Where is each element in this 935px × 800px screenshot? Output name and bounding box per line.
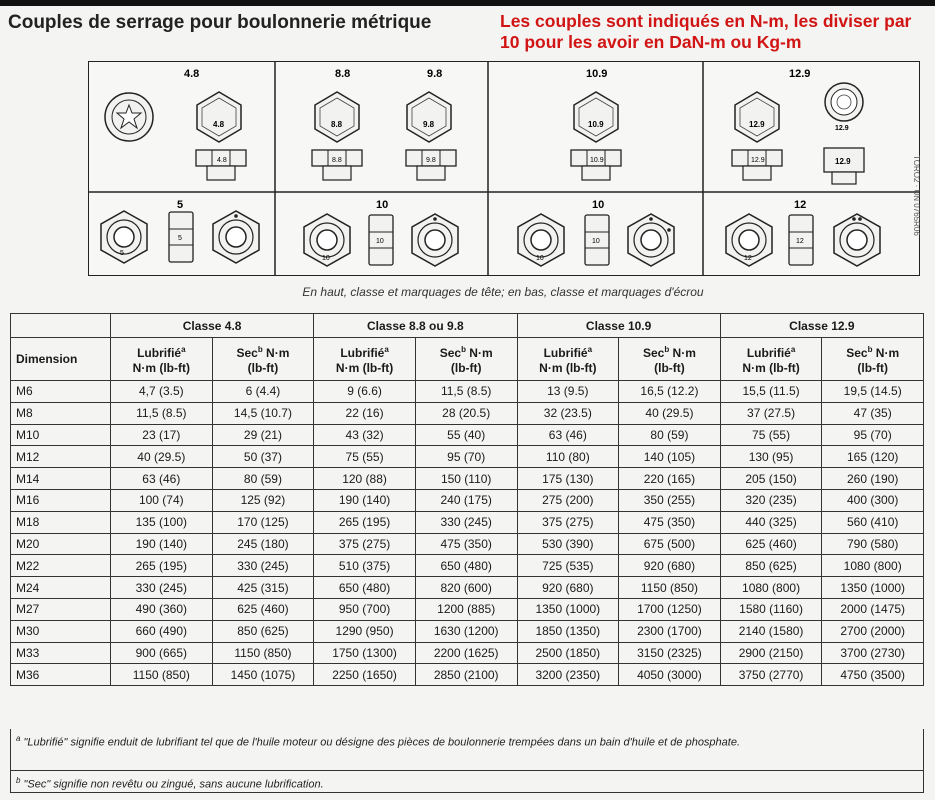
svg-text:4.8: 4.8 [217, 157, 227, 164]
torque-value-cell: 40 (29.5) [111, 446, 213, 468]
torque-value-cell: 28 (20.5) [415, 402, 517, 424]
bolt-head-hex-4-8 [197, 92, 241, 142]
torque-value-cell: 14,5 (10.7) [212, 402, 314, 424]
nut-front-10b [518, 214, 564, 266]
torque-value-cell: 850 (625) [212, 620, 314, 642]
dimension-cell: M33 [11, 642, 111, 664]
table-row [11, 381, 924, 403]
torque-value-cell: 725 (535) [517, 555, 619, 577]
bolt-head-hex-12-9 [735, 92, 779, 142]
svg-text:10: 10 [536, 255, 544, 262]
footnote-a-mark: a [16, 734, 21, 743]
torque-value-cell: 350 (255) [619, 489, 721, 511]
svg-text:10: 10 [592, 238, 600, 245]
torque-value-cell: 3200 (2350) [517, 664, 619, 686]
torque-value-cell: 790 (580) [822, 533, 924, 555]
torque-value-cell: 29 (21) [212, 424, 314, 446]
torque-value-cell: 205 (150) [720, 468, 822, 490]
nut-side-10a [369, 215, 393, 265]
torque-value-cell: 16,5 (12.2) [619, 381, 721, 403]
bolt-side-4-8 [196, 150, 246, 180]
table-row [11, 424, 924, 446]
class-label-4-8: 4.8 [184, 68, 200, 80]
svg-text:12.9: 12.9 [835, 157, 851, 166]
page-title: Couples de serrage pour boulonnerie métrique [8, 12, 432, 33]
table-row [11, 402, 924, 424]
torque-value-cell: 650 (480) [314, 577, 416, 599]
group-header-8-8-9-8: Classe 8.8 ou 9.8 [314, 314, 517, 338]
torque-value-cell: 50 (37) [212, 446, 314, 468]
torque-value-cell: 1630 (1200) [415, 620, 517, 642]
torque-value-cell: 320 (235) [720, 489, 822, 511]
table-row [11, 598, 924, 620]
torque-value-cell: 190 (140) [111, 533, 213, 555]
subheader-sec-8-8-9-8: Sec$^b$ N·m (lb-ft) [415, 338, 517, 381]
torque-value-cell: 245 (180) [212, 533, 314, 555]
torque-value-cell: 490 (360) [111, 598, 213, 620]
torque-value-cell: 820 (600) [415, 577, 517, 599]
torque-value-cell: 1150 (850) [619, 577, 721, 599]
subheader-lubrifie-12-9: Lubrifié$^a$ N·m (lb-ft) [720, 338, 822, 381]
dimension-cell: M20 [11, 533, 111, 555]
dimension-cell: M24 [11, 577, 111, 599]
torque-value-cell: 440 (325) [720, 511, 822, 533]
torque-value-cell: 1750 (1300) [314, 642, 416, 664]
svg-text:12.9: 12.9 [751, 157, 765, 164]
svg-text:10: 10 [376, 238, 384, 245]
torque-value-cell: 920 (680) [619, 555, 721, 577]
dimension-cell: M36 [11, 664, 111, 686]
footnote-b-text: "Sec" signifie non revêtu ou zingué, sans aucune lubrification. [23, 778, 324, 791]
table-row [11, 642, 924, 664]
nut-class-label-10a: 10 [376, 199, 389, 211]
subheader-sec-10-9: Sec$^b$ N·m (lb-ft) [619, 338, 721, 381]
svg-text:12: 12 [796, 238, 804, 245]
torque-value-cell: 2000 (1475) [822, 598, 924, 620]
torque-value-cell: 2300 (1700) [619, 620, 721, 642]
bolt-side-8-8 [312, 150, 362, 180]
nut-class-label-12: 12 [794, 199, 807, 211]
svg-text:10.9: 10.9 [588, 120, 604, 129]
torque-value-cell: 15,5 (11.5) [720, 381, 822, 403]
group-header-4-8: Classe 4.8 [111, 314, 314, 338]
torque-value-cell: 165 (120) [822, 446, 924, 468]
bolt-side-9-8 [406, 150, 456, 180]
torque-value-cell: 125 (92) [212, 489, 314, 511]
torque-value-cell: 1350 (1000) [822, 577, 924, 599]
torque-value-cell: 330 (245) [111, 577, 213, 599]
socket-side-12-9 [824, 148, 864, 184]
torque-value-cell: 1850 (1350) [517, 620, 619, 642]
torque-value-cell: 2500 (1850) [517, 642, 619, 664]
torque-value-cell: 9 (6.6) [314, 381, 416, 403]
torque-value-cell: 1080 (800) [720, 577, 822, 599]
torque-value-cell: 55 (40) [415, 424, 517, 446]
dimension-cell: M10 [11, 424, 111, 446]
bolt-marking-figure [88, 61, 920, 276]
dimension-cell: M8 [11, 402, 111, 424]
torque-value-cell: 625 (460) [212, 598, 314, 620]
table-row [11, 446, 924, 468]
torque-value-cell: 1150 (850) [212, 642, 314, 664]
torque-value-cell: 22 (16) [314, 402, 416, 424]
torque-value-cell: 265 (195) [314, 511, 416, 533]
nut-front-12 [726, 214, 772, 266]
class-label-10-9: 10.9 [586, 68, 608, 80]
svg-text:8.8: 8.8 [331, 120, 343, 129]
nut-class-label-10b: 10 [592, 199, 605, 211]
torque-value-cell: 3750 (2770) [720, 664, 822, 686]
torque-value-cell: 95 (70) [822, 424, 924, 446]
torque-value-cell: 190 (140) [314, 489, 416, 511]
bolt-side-10-9 [571, 150, 621, 180]
torque-value-cell: 850 (625) [720, 555, 822, 577]
subheader-sec-4-8: Sec$^b$ N·m (lb-ft) [212, 338, 314, 381]
torque-value-cell: 75 (55) [720, 424, 822, 446]
torque-value-cell: 265 (195) [111, 555, 213, 577]
torque-value-cell: 37 (27.5) [720, 402, 822, 424]
nut-front-marked-10a [412, 214, 458, 266]
svg-text:8.8: 8.8 [332, 157, 342, 164]
torque-value-cell: 920 (680) [517, 577, 619, 599]
nut-front-10a [304, 214, 350, 266]
footnote-a-text: "Lubrifié" signifie enduit de lubrifiant tel que de l'huile moteur ou désigne des pièces de boulonnerie trempées dans un bain d'huile et de phosphate. [23, 736, 741, 749]
torque-value-cell: 4050 (3000) [619, 664, 721, 686]
torque-value-cell: 1150 (850) [111, 664, 213, 686]
torque-value-cell: 6 (4.4) [212, 381, 314, 403]
torque-value-cell: 175 (130) [517, 468, 619, 490]
torque-value-cell: 475 (350) [415, 533, 517, 555]
subheader-lubrifie-4-8: Lubrifié$^a$ N·m (lb-ft) [111, 338, 213, 381]
torque-value-cell: 400 (300) [822, 489, 924, 511]
nut-side-5 [169, 212, 193, 262]
table-row [11, 577, 924, 599]
torque-value-cell: 2900 (2150) [720, 642, 822, 664]
torque-value-cell: 1580 (1160) [720, 598, 822, 620]
table-subheader-row [11, 338, 924, 381]
torque-value-cell: 1450 (1075) [212, 664, 314, 686]
torque-value-cell: 140 (105) [619, 446, 721, 468]
nut-side-10b [585, 215, 609, 265]
bolt-head-hex-9-8 [407, 92, 451, 142]
group-header-10-9: Classe 10.9 [517, 314, 720, 338]
svg-text:9.8: 9.8 [423, 120, 435, 129]
subheader-lubrifie-8-8-9-8: Lubrifié$^a$ N·m (lb-ft) [314, 338, 416, 381]
top-border [0, 0, 935, 6]
torque-value-cell: 560 (410) [822, 511, 924, 533]
torque-table-body [11, 381, 924, 686]
torque-value-cell: 150 (110) [415, 468, 517, 490]
torque-value-cell: 11,5 (8.5) [415, 381, 517, 403]
torque-value-cell: 23 (17) [111, 424, 213, 446]
torque-table [10, 313, 924, 686]
bolt-head-hex-10-9 [574, 92, 618, 142]
torque-value-cell: 120 (88) [314, 468, 416, 490]
torque-value-cell: 510 (375) [314, 555, 416, 577]
dimension-header: Dimension [11, 338, 111, 381]
torque-value-cell: 475 (350) [619, 511, 721, 533]
torque-value-cell: 260 (190) [822, 468, 924, 490]
bolt-head-socket-4-8 [105, 93, 153, 141]
torque-value-cell: 170 (125) [212, 511, 314, 533]
table-group-header-row [11, 314, 924, 338]
table-row [11, 555, 924, 577]
torque-value-cell: 2140 (1580) [720, 620, 822, 642]
nut-front-marked-10b [628, 214, 674, 266]
torque-value-cell: 530 (390) [517, 533, 619, 555]
torque-value-cell: 220 (165) [619, 468, 721, 490]
torque-value-cell: 63 (46) [111, 468, 213, 490]
figure-caption: En haut, classe et marquages de tête; en bas, classe et marquages d'écrou [302, 285, 704, 299]
class-label-9-8: 9.8 [427, 68, 443, 80]
subheader-lubrifie-10-9: Lubrifié$^a$ N·m (lb-ft) [517, 338, 619, 381]
torque-value-cell: 625 (460) [720, 533, 822, 555]
subheader-sec-12-9: Sec$^b$ N·m (lb-ft) [822, 338, 924, 381]
svg-text:10: 10 [322, 255, 330, 262]
dimension-cell: M14 [11, 468, 111, 490]
svg-text:5: 5 [178, 235, 182, 242]
footnote-b-mark: b [16, 776, 21, 785]
torque-value-cell: 1200 (885) [415, 598, 517, 620]
torque-value-cell: 63 (46) [517, 424, 619, 446]
svg-text:5: 5 [120, 250, 124, 257]
table-row [11, 620, 924, 642]
torque-value-cell: 425 (315) [212, 577, 314, 599]
bolt-marking-drawing [89, 62, 919, 275]
torque-value-cell: 135 (100) [111, 511, 213, 533]
torque-value-cell: 47 (35) [822, 402, 924, 424]
torque-value-cell: 650 (480) [415, 555, 517, 577]
torque-value-cell: 4,7 (3.5) [111, 381, 213, 403]
table-row [11, 533, 924, 555]
torque-value-cell: 240 (175) [415, 489, 517, 511]
svg-text:12.9: 12.9 [749, 120, 765, 129]
torque-value-cell: 275 (200) [517, 489, 619, 511]
torque-value-cell: 675 (500) [619, 533, 721, 555]
nut-front-marked-5 [213, 211, 259, 263]
table-row [11, 489, 924, 511]
nut-front-5 [101, 211, 147, 263]
dimension-cell: M18 [11, 511, 111, 533]
torque-value-cell: 110 (80) [517, 446, 619, 468]
nut-class-label-5: 5 [177, 199, 184, 211]
table-row [11, 664, 924, 686]
torque-value-cell: 330 (245) [212, 555, 314, 577]
unit-note: Les couples sont indiqués en N-m, les diviser par 10 pour les avoir en DaN-m ou Kg-m [500, 11, 912, 52]
torque-value-cell: 80 (59) [212, 468, 314, 490]
class-label-12-9: 12.9 [789, 68, 811, 80]
torque-value-cell: 375 (275) [314, 533, 416, 555]
svg-text:4.8: 4.8 [213, 120, 225, 129]
torque-value-cell: 3700 (2730) [822, 642, 924, 664]
footnote-lubrifie [10, 729, 924, 771]
dimension-cell: M30 [11, 620, 111, 642]
footnote-sec [10, 771, 924, 793]
table-row [11, 511, 924, 533]
dimension-cell: M6 [11, 381, 111, 403]
nut-front-marked-12 [834, 214, 880, 266]
torque-value-cell: 330 (245) [415, 511, 517, 533]
torque-value-cell: 950 (700) [314, 598, 416, 620]
dimension-cell: M12 [11, 446, 111, 468]
torque-value-cell: 13 (9.5) [517, 381, 619, 403]
dimension-cell: M16 [11, 489, 111, 511]
torque-value-cell: 130 (95) [720, 446, 822, 468]
torque-value-cell: 3150 (2325) [619, 642, 721, 664]
svg-text:10.9: 10.9 [590, 157, 604, 164]
torque-value-cell: 100 (74) [111, 489, 213, 511]
dimension-cell: M22 [11, 555, 111, 577]
table-row [11, 468, 924, 490]
torque-value-cell: 1350 (1000) [517, 598, 619, 620]
group-header-12-9: Classe 12.9 [720, 314, 923, 338]
svg-text:12: 12 [744, 255, 752, 262]
torque-value-cell: 80 (59) [619, 424, 721, 446]
torque-value-cell: 40 (29.5) [619, 402, 721, 424]
torque-value-cell: 2200 (1625) [415, 642, 517, 664]
side-reference-mark: TORO2 · UN 0765R06 [912, 155, 921, 236]
torque-value-cell: 2250 (1650) [314, 664, 416, 686]
svg-text:12.9: 12.9 [835, 125, 849, 132]
svg-text:9.8: 9.8 [426, 157, 436, 164]
dimension-cell: M27 [11, 598, 111, 620]
torque-value-cell: 1700 (1250) [619, 598, 721, 620]
bolt-head-socket-12-9 [825, 83, 863, 132]
torque-value-cell: 2700 (2000) [822, 620, 924, 642]
torque-value-cell: 4750 (3500) [822, 664, 924, 686]
torque-value-cell: 43 (32) [314, 424, 416, 446]
corner-cell [11, 314, 111, 338]
torque-value-cell: 19,5 (14.5) [822, 381, 924, 403]
torque-value-cell: 900 (665) [111, 642, 213, 664]
torque-value-cell: 11,5 (8.5) [111, 402, 213, 424]
torque-value-cell: 95 (70) [415, 446, 517, 468]
bolt-head-hex-8-8 [315, 92, 359, 142]
torque-value-cell: 660 (490) [111, 620, 213, 642]
torque-value-cell: 32 (23.5) [517, 402, 619, 424]
torque-value-cell: 375 (275) [517, 511, 619, 533]
torque-value-cell: 1290 (950) [314, 620, 416, 642]
nut-side-12 [789, 215, 813, 265]
bolt-side-12-9 [732, 150, 782, 180]
class-label-8-8: 8.8 [335, 68, 351, 80]
torque-value-cell: 75 (55) [314, 446, 416, 468]
torque-value-cell: 2850 (2100) [415, 664, 517, 686]
torque-value-cell: 1080 (800) [822, 555, 924, 577]
